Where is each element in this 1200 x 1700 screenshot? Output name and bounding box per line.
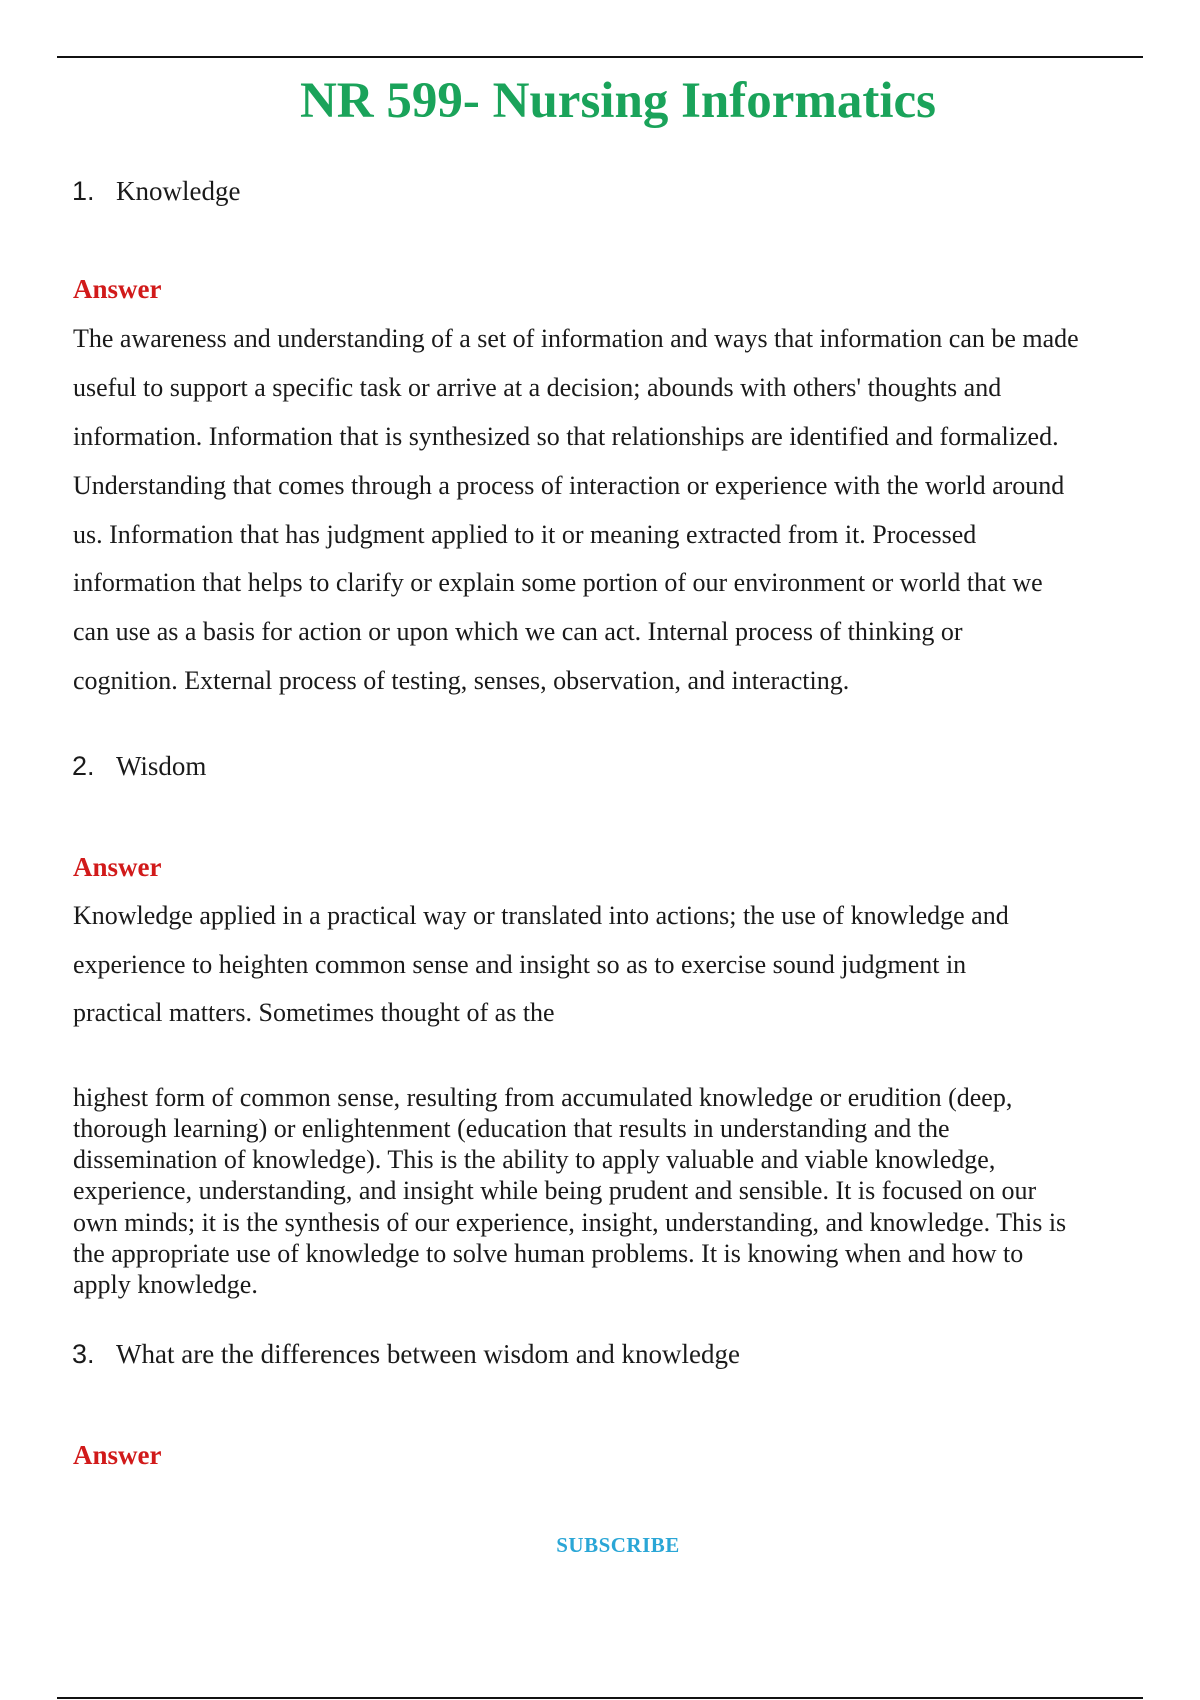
answer-2-label: Answer bbox=[73, 852, 162, 882]
answer-2-continuation-line: experience, understanding, and insight while being prudent and sensible. It is focused on our bbox=[73, 1176, 1037, 1205]
answer-1-line: information. Information that is synthesized so that relationships are identified and formalized. bbox=[73, 422, 1059, 451]
question-1 bbox=[72, 176, 240, 207]
document-title: NR 599- Nursing Informatics bbox=[299, 73, 937, 129]
answer-2-line: Knowledge applied in a practical way or translated into actions; the use of knowledge and bbox=[73, 901, 1009, 930]
answer-2-line: experience to heighten common sense and insight so as to exercise sound judgment in bbox=[73, 950, 967, 979]
answer-2-continuation-line: own minds; it is the synthesis of our experience, insight, understanding, and knowledge. This is bbox=[73, 1208, 1067, 1237]
answer-1-line: The awareness and understanding of a set of information and ways that information can be made bbox=[73, 324, 1079, 353]
answer-2-line: practical matters. Sometimes thought of as the bbox=[73, 998, 555, 1027]
answer-1-line: Understanding that comes through a process of interaction or experience with the world around bbox=[73, 471, 1065, 500]
question-3-text: What are the differences between wisdom and knowledge bbox=[116, 1339, 741, 1369]
answer-2-continuation-line: dissemination of knowledge). This is the ability to apply valuable and viable knowledge, bbox=[73, 1145, 996, 1174]
answer-2-continuation-line: thorough learning) or enlightenment (education that results in understanding and the bbox=[73, 1114, 950, 1143]
answer-3-label: Answer bbox=[73, 1440, 162, 1470]
question-3 bbox=[72, 1339, 740, 1370]
top-rule bbox=[57, 56, 1143, 58]
subscribe-link[interactable]: SUBSCRIBE bbox=[556, 1533, 680, 1557]
question-1-number: 1. bbox=[72, 176, 95, 206]
answer-2-continuation-line: the appropriate use of knowledge to solve human problems. It is knowing when and how to bbox=[73, 1239, 1024, 1268]
answer-2-continuation-line: apply knowledge. bbox=[73, 1270, 258, 1299]
question-2 bbox=[72, 751, 206, 782]
answer-1-label: Answer bbox=[73, 274, 162, 304]
answer-1-line: can use as a basis for action or upon which we can act. Internal process of thinking or bbox=[73, 617, 963, 646]
answer-1-line: cognition. External process of testing, senses, observation, and interacting. bbox=[73, 666, 850, 695]
answer-2-continuation-line: highest form of common sense, resulting from accumulated knowledge or erudition (deep, bbox=[73, 1083, 1013, 1112]
question-2-text: Wisdom bbox=[116, 751, 207, 781]
bottom-rule bbox=[57, 1697, 1143, 1699]
answer-1-line: information that helps to clarify or explain some portion of our environment or world that we bbox=[73, 568, 1043, 597]
answer-1-line: us. Information that has judgment applied to it or meaning extracted from it. Processed bbox=[73, 520, 977, 549]
question-1-text: Knowledge bbox=[116, 176, 241, 206]
answer-1-line: useful to support a specific task or arrive at a decision; abounds with others' thoughts and bbox=[73, 373, 1002, 402]
question-2-number: 2. bbox=[72, 751, 95, 781]
question-3-number: 3. bbox=[72, 1339, 95, 1369]
